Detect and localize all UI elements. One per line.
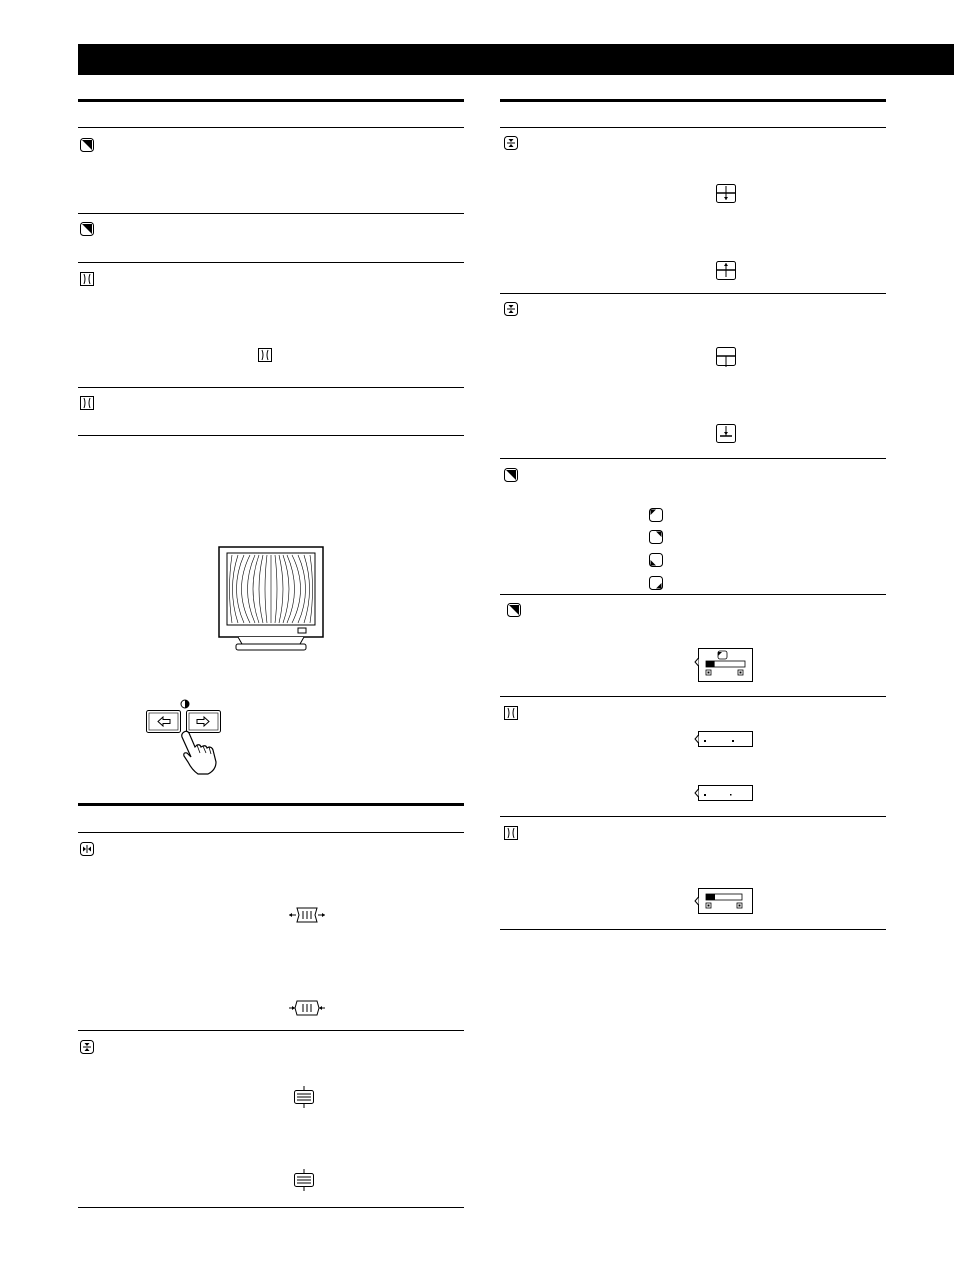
row-divider: [500, 458, 886, 459]
row-divider: [500, 816, 886, 817]
page-header-bar: [78, 44, 954, 75]
horizontal-expand-icon: [288, 905, 326, 925]
convergence-top-icon: [714, 345, 738, 369]
top-right-corner-icon: [649, 530, 663, 544]
row-divider: [78, 1030, 464, 1031]
pointing-hand-icon: [178, 730, 226, 776]
convergence-down-icon: [714, 259, 738, 283]
row-divider: [500, 127, 886, 128]
osd-pin-panel-wide: [694, 731, 754, 749]
section-rule-bottom-left: [78, 803, 464, 806]
row-divider: [500, 594, 886, 595]
row-divider: [500, 293, 886, 294]
left-arrow-button[interactable]: [146, 710, 182, 734]
row-divider: [78, 832, 464, 833]
bottom-right-corner-icon: [649, 576, 663, 590]
vertical-convergence-icon: [504, 136, 518, 150]
horizontal-size-icon: [80, 842, 94, 856]
corner-correction-icon: [504, 468, 518, 482]
convergence-bottom-icon: [714, 422, 738, 446]
section-rule-top-left: [78, 99, 464, 102]
section-rule-top-right: [500, 99, 886, 102]
pincushion-icon: [504, 706, 518, 720]
brightness-icon: [180, 699, 190, 709]
corner-correction-icon: [507, 603, 521, 617]
row-divider: [78, 435, 464, 436]
horizontal-shrink-icon: [288, 998, 326, 1018]
corner-correction-icon: [80, 222, 94, 236]
row-divider: [500, 929, 886, 930]
row-divider: [500, 696, 886, 697]
pincushion-icon: [80, 272, 94, 286]
bottom-left-corner-icon: [649, 553, 663, 567]
top-left-corner-icon: [649, 508, 663, 522]
osd-pin-balance-panel: [694, 888, 754, 916]
vertical-shrink-icon: [292, 1168, 316, 1192]
osd-corner-adjust-panel: [694, 648, 756, 684]
vertical-convergence-icon: [80, 1040, 94, 1054]
row-divider: [78, 213, 464, 214]
vertical-convergence-icon: [504, 302, 518, 316]
row-divider: [78, 387, 464, 388]
row-divider: [78, 1207, 464, 1208]
row-divider: [78, 262, 464, 263]
osd-pin-panel-narrow: [694, 785, 754, 803]
convergence-up-icon: [714, 182, 738, 206]
row-divider: [78, 127, 464, 128]
pincushion-icon: [504, 826, 518, 840]
monitor-illustration: [218, 546, 326, 654]
pincushion-icon: [258, 348, 272, 362]
pincushion-icon: [80, 396, 94, 410]
corner-correction-icon: [80, 138, 94, 152]
vertical-expand-icon: [292, 1085, 316, 1109]
